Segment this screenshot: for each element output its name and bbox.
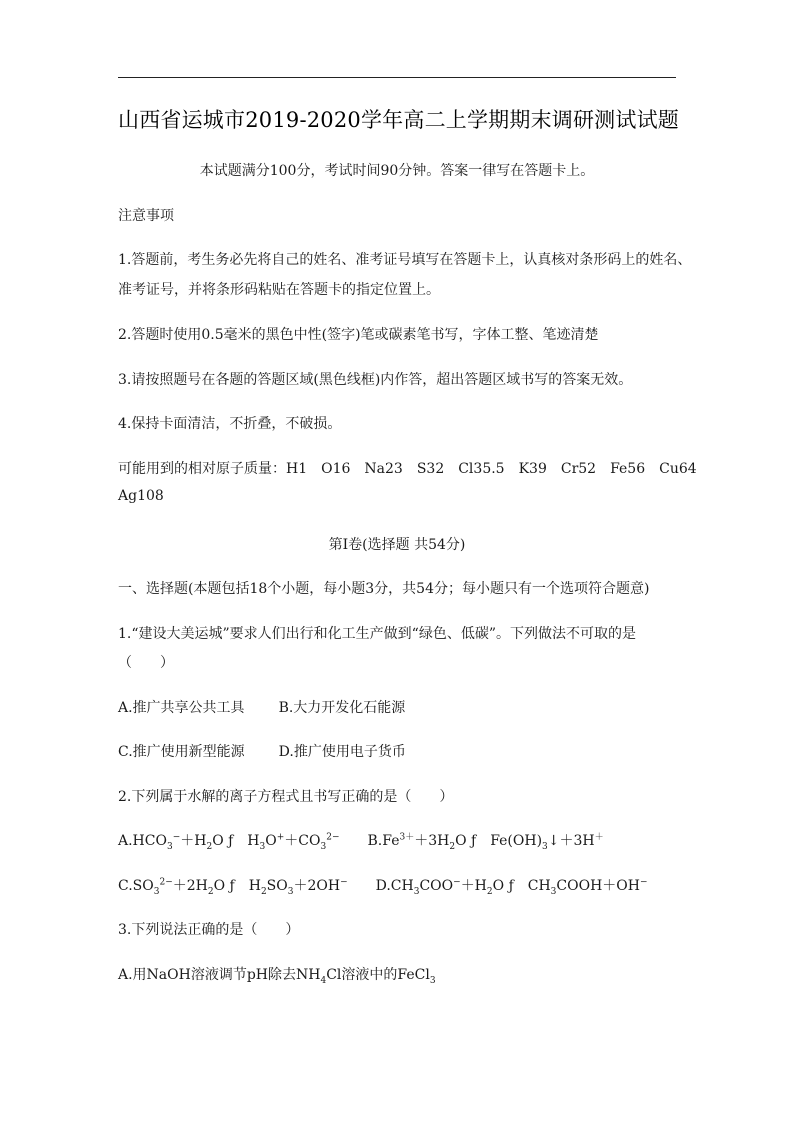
atomic-masses-line-1: 可能用到的相对原子质量：H1 O16 Na23 S32 Cl35.5 K39 Cr52 Fe56 Cu64 — [118, 461, 697, 477]
question-1-paren: （ ） — [118, 655, 174, 671]
question-3-option-a: A.用NaOH溶液调节pH除去$NH_4Cl$溶液中的FeCl$_3$ — [118, 967, 436, 986]
question-2-option-c: $C.SO_3^{2-}+2H_2O$ ƒ $H_2SO_3+2OH^-$ — [118, 877, 348, 897]
header-rule — [118, 77, 676, 78]
atomic-masses-line-2: Ag108 — [118, 488, 164, 504]
question-2-option-d: $D.CH_3COO^-+H_2O$ ƒ $CH_3COOH+OH^-$ — [375, 877, 648, 897]
question-1-options-cd — [118, 741, 406, 761]
question-1-options-ab — [118, 697, 405, 717]
question-3-stem: 3.下列说法正确的是（ ） — [118, 922, 300, 938]
volume-heading: 第Ⅰ卷(选择题 共54分) — [328, 537, 466, 553]
question-1-option-d: D.推广使用电子货币 — [278, 744, 406, 760]
exam-instructions: 本试题满分100分，考试时间90分钟。答案一律写在答题卡上。 — [199, 163, 595, 179]
question-1-option-a: A.推广共享公共工具 — [118, 700, 245, 716]
note-1-line-1: 1.答题前，考生务必先将自己的姓名、准考证号填写在答题卡上，认真核对条形码上的姓名、 — [118, 252, 692, 268]
question-1-stem: 1.“建设大美运城”要求人们出行和化工生产做到“绿色、低碳”。下列做法不可取的是 — [118, 626, 636, 642]
question-2-options-cd — [118, 875, 648, 895]
part-heading: 一、选择题(本题包括18个小题，每小题3分，共54分；每小题只有一个选项符合题意) — [118, 581, 650, 597]
note-2: 2.答题时使用0.5毫米的黑色中性(签字)笔或碳素笔书写，字体工整、笔迹清楚 — [118, 327, 599, 343]
notes-heading: 注意事项 — [118, 208, 174, 224]
question-2-option-b: $B.Fe^{3+}+3H_2O$ ƒ $Fe(OH)_3↓+3H^+$ — [367, 832, 604, 852]
note-4: 4.保持卡面清洁，不折叠，不破损。 — [118, 416, 342, 432]
note-1-line-2: 准考证号，并将条形码粘贴在答题卡的指定位置上。 — [118, 282, 440, 298]
question-1-option-c: C.推广使用新型能源 — [118, 744, 245, 760]
note-3: 3.请按照题号在各题的答题区域(黑色线框)内作答，超出答题区域书写的答案无效。 — [118, 372, 633, 388]
page-title: 山西省运城市2019-2020学年高二上学期期末调研测试试题 — [118, 108, 679, 132]
question-2-stem: 2.下列属于水解的离子方程式且书写正确的是（ ） — [118, 789, 454, 805]
question-1-option-b: B.大力开发化石能源 — [278, 700, 406, 716]
question-2-option-a: $A.HCO_3^-+H_2O$ ƒ $H_3O^++CO_3^{2-}$ — [118, 832, 340, 852]
question-2-options-ab — [118, 830, 604, 850]
